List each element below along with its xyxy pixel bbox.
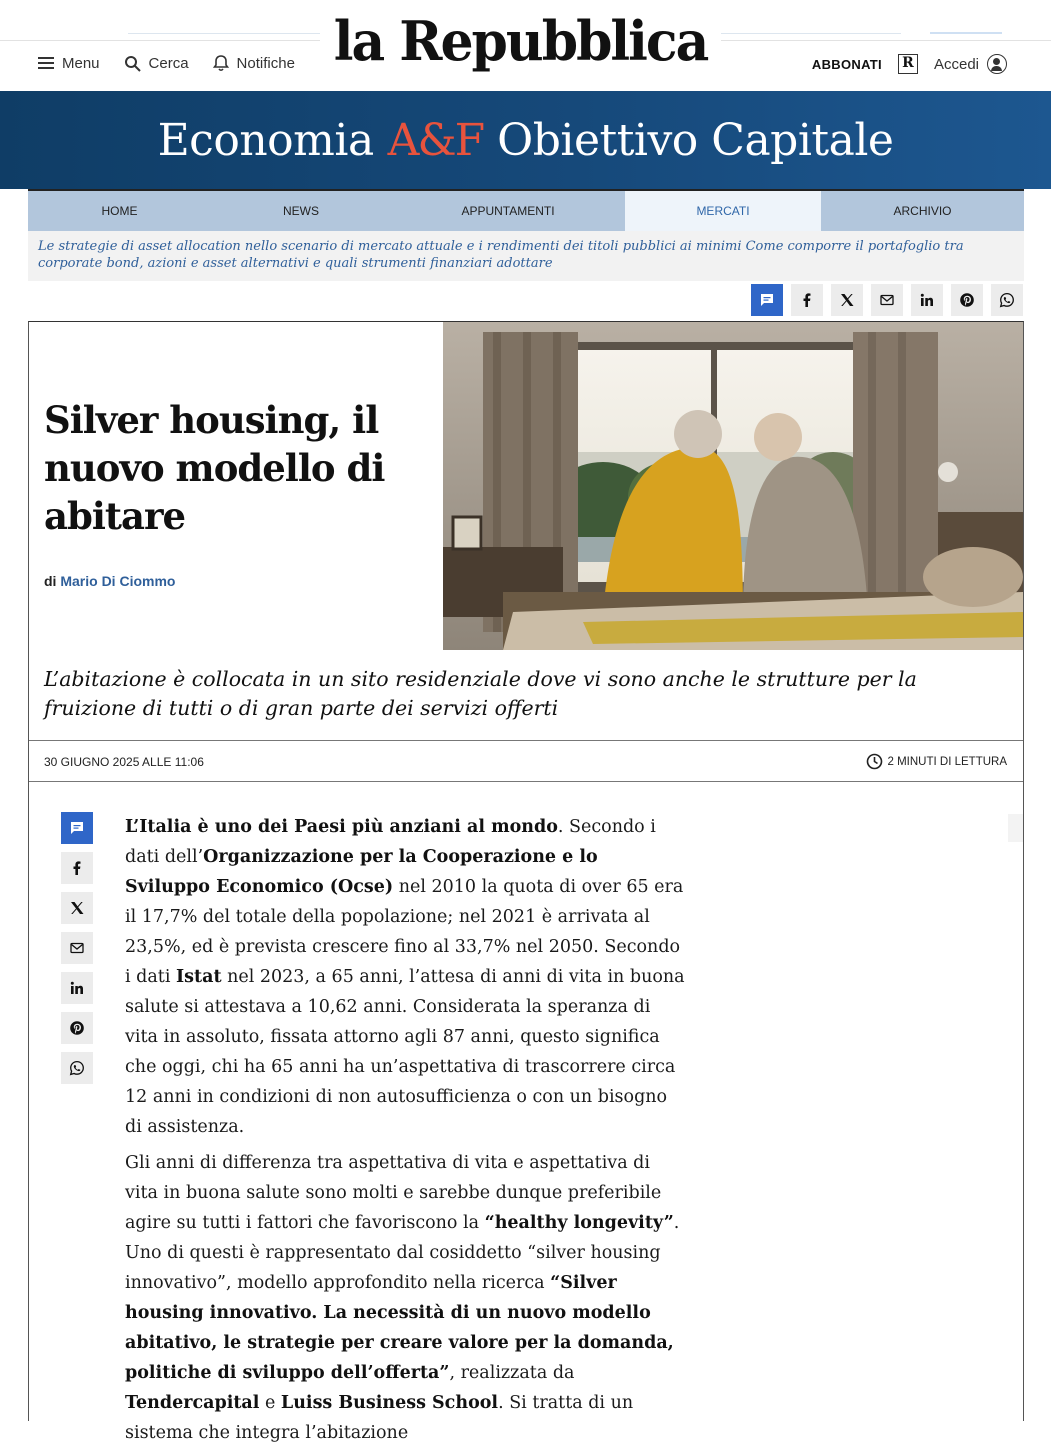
banner-af-logo: A&F [387, 114, 484, 166]
notifications-label: Notifiche [236, 54, 295, 72]
paragraph-1 [125, 812, 685, 1142]
header-actions [812, 54, 1007, 74]
publish-date: 30 GIUGNO 2025 ALLE 11:06 [44, 755, 204, 769]
article-body [125, 812, 685, 1454]
tab-archivio[interactable]: ARCHIVIO [893, 204, 952, 218]
whatsapp-icon [999, 292, 1015, 308]
header-placeholder-bar [721, 30, 901, 34]
paragraph-2 [125, 1148, 685, 1448]
banner-economia: Economia [157, 114, 374, 166]
search-button[interactable] [124, 55, 189, 72]
section-nav [28, 189, 1024, 231]
x-share-button[interactable] [831, 284, 863, 316]
bold-text: “Silver housing innovativo. La necessità di un nuovo modello abitativo, le strategie per creare valore per la domanda, politiche di sviluppo dell’offerta” [125, 1273, 674, 1383]
site-logo[interactable]: la Repubblica [320, 0, 721, 90]
read-time [866, 753, 1007, 770]
body-text: nel 2023, a 65 anni, l’attesa di anni di vita in buona salute si attestava a 10,62 anni. Considerata la speranza di vita in assoluto, fissata attorno agli 87 anni, questo significa che oggi, chi ha 65 anni ha un’aspettativa di trascorrere circa 12 anni in condizioni di non autosufficienza o con un bisogno di assistenza. [125, 967, 685, 1137]
subscribe-link[interactable]: ABBONATI [811, 56, 882, 72]
facebook-share-button[interactable] [61, 852, 93, 884]
search-icon [124, 55, 141, 72]
banner-obiettivo-capitale: Obiettivo Capitale [497, 114, 894, 166]
comment-icon [759, 292, 775, 308]
pinterest-icon [959, 292, 975, 308]
whatsapp-icon [69, 1060, 85, 1076]
x-icon [69, 900, 85, 916]
linkedin-share-button[interactable] [911, 284, 943, 316]
body-text: , realizzata da [449, 1363, 575, 1383]
body-text: e [259, 1393, 281, 1413]
article-summary: L’abitazione è collocata in un sito residenziale dove vi sono anche le strutture per la fruizione di tutti o di gran parte dei servizi offerti [44, 667, 917, 720]
pinterest-share-button[interactable] [951, 284, 983, 316]
mail-share-button[interactable] [61, 932, 93, 964]
body-text: . Si tratta di un sistema che integra l’abitazione [125, 1393, 634, 1443]
mail-share-button[interactable] [871, 284, 903, 316]
bold-text: Tendercapital [125, 1393, 260, 1413]
body-text: nel 2010 la quota di over 65 era il 17,7% del totale della popolazione; nel 2021 è arrivata al 23,5%, ed è prevista crescere fino al 33,7% nel 2050. Secondo i dati [125, 877, 684, 987]
section-description: Le strategie di asset allocation nello scenario di mercato attuale e i rendimenti dei titoli pubblici ai minimi Come comporre il portafoglio tra corporate bond, azioni e asset alternativi e quali strumenti finanziari adottare [28, 231, 1024, 281]
facebook-share-button[interactable] [791, 284, 823, 316]
article-title: Silver housing, il nuovo modello di abitare [44, 398, 385, 538]
mail-icon [879, 292, 895, 308]
pinterest-icon [69, 1020, 85, 1036]
whatsapp-share-button[interactable] [61, 1052, 93, 1084]
facebook-icon [799, 292, 815, 308]
bell-icon [213, 54, 229, 72]
mail-icon [69, 940, 85, 956]
menu-label: Menu [62, 54, 100, 72]
header-nav [38, 54, 295, 72]
elderly-couple-image [443, 322, 1023, 650]
share-bar-top [751, 284, 1023, 316]
tab-mercati[interactable]: MERCATI [625, 191, 821, 231]
bold-text: Organizzazione per la Cooperazione e lo Sviluppo Economico (Ocse) [125, 847, 598, 897]
x-icon [839, 292, 855, 308]
user-icon [987, 54, 1007, 74]
ad-placeholder [1008, 814, 1023, 842]
tab-appuntamenti[interactable]: APPUNTAMENTI [461, 204, 555, 218]
notifications-button[interactable] [213, 54, 295, 72]
comment-button[interactable] [61, 812, 93, 844]
pinterest-share-button[interactable] [61, 1012, 93, 1044]
linkedin-icon [69, 980, 85, 996]
byline-prefix: di [44, 573, 57, 589]
linkedin-share-button[interactable] [61, 972, 93, 1004]
bold-text: Istat [176, 967, 222, 987]
article-hero-image [443, 322, 1023, 650]
bold-text: “healthy longevity” [484, 1213, 674, 1233]
bold-text: L’Italia è uno dei Paesi più anziani al mondo [125, 817, 558, 837]
bold-text: Luiss Business School [280, 1393, 499, 1413]
body-text: . Secondo i dati dell’ [125, 817, 656, 867]
hamburger-icon [38, 56, 54, 70]
x-share-button[interactable] [61, 892, 93, 924]
header-placeholder-bar [930, 30, 1002, 34]
comment-button[interactable] [751, 284, 783, 316]
linkedin-icon [919, 292, 935, 308]
comment-icon [69, 820, 85, 836]
menu-button[interactable] [38, 55, 100, 72]
site-header [0, 0, 1051, 91]
search-label: Cerca [148, 54, 189, 72]
clock-icon [866, 753, 883, 770]
article-byline [44, 573, 175, 589]
share-bar-side [61, 812, 93, 1084]
login-button[interactable] [934, 54, 1007, 74]
body-text: . Uno di questi è rappresentato dal cosiddetto “silver housing innovativo”, modello approfondito nella ricerca [125, 1213, 680, 1293]
r-badge-icon[interactable]: R [898, 54, 918, 74]
section-banner[interactable] [0, 91, 1051, 189]
body-text: Gli anni di differenza tra aspettativa di vita e aspettativa di vita in buona salute sono molti e sarebbe dunque preferibile agire su tutti i fattori che favoriscono la [125, 1153, 662, 1233]
article-meta [29, 740, 1023, 782]
whatsapp-share-button[interactable] [991, 284, 1023, 316]
tab-home[interactable]: HOME [101, 204, 138, 218]
facebook-icon [69, 860, 85, 876]
author-link[interactable]: Mario Di Ciommo [60, 573, 176, 589]
header-placeholder-bar [128, 30, 320, 34]
login-label: Accedi [933, 55, 979, 73]
read-time-label: 2 MINUTI DI LETTURA [887, 755, 1007, 768]
tab-news[interactable]: NEWS [283, 204, 319, 218]
